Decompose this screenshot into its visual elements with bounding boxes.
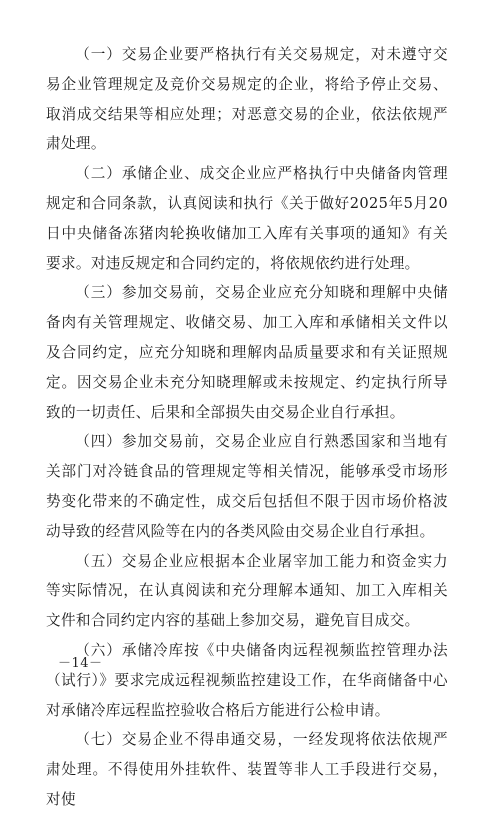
- paragraph-4: （四）参加交易前，交易企业应自行熟悉国家和当地有关部门对冷链食品的管理规定等相关情况，能够承受市场形势变化带来的不确定性，成交后包括但不限于因市场价格波动导致的经营风险等在内的各类风险由交易企业自行承担。: [46, 433, 448, 540]
- page-number: －14－: [58, 656, 103, 671]
- document-body: [46, 40, 448, 815]
- paragraph-5: （五）交易企业应根据本企业屠宰加工能力和资金实力等实际情况，在认真阅读和充分理解本通知、加工入库相关文件和合同约定内容的基础上参加交易，避免盲目成交。: [46, 552, 448, 630]
- paragraph-1: （一）交易企业要严格执行有关交易规定，对未遵守交易企业管理规定及竞价交易规定的企业，将给予停止交易、取消成交结果等相应处理；对恶意交易的企业，依法依规严肃处理。: [46, 46, 448, 153]
- paragraph-6: （六）承储冷库按《中央储备肉远程视频监控管理办法（试行）》要求完成远程视频监控建设工作，在华商储备中心对承储冷库远程监控验收合格后方能进行公检申请。: [46, 641, 448, 719]
- paragraph-2: （二）承储企业、成交企业应严格执行中央储备肉管理规定和合同条款，认真阅读和执行《关于做好2025年5月20日中央储备冻猪肉轮换收储加工入库有关事项的通知》有关要求。对违反规定和合同约定的，将依规依约进行处理。: [46, 165, 448, 272]
- paragraph-3: （三）参加交易前，交易企业应充分知晓和理解中央储备肉有关管理规定、收储交易、加工入库和承储相关文件以及合同约定，应充分知晓和理解肉品质量要求和有关证照规定。因交易企业未充分知晓理解或未按规定、约定执行所导致的一切责任、后果和全部损失由交易企业自行承担。: [46, 284, 448, 421]
- paragraph-7: （七）交易企业不得串通交易，一经发现将依法依规严肃处理。不得使用外挂软件、装置等非人工手段进行交易，对使: [46, 731, 448, 808]
